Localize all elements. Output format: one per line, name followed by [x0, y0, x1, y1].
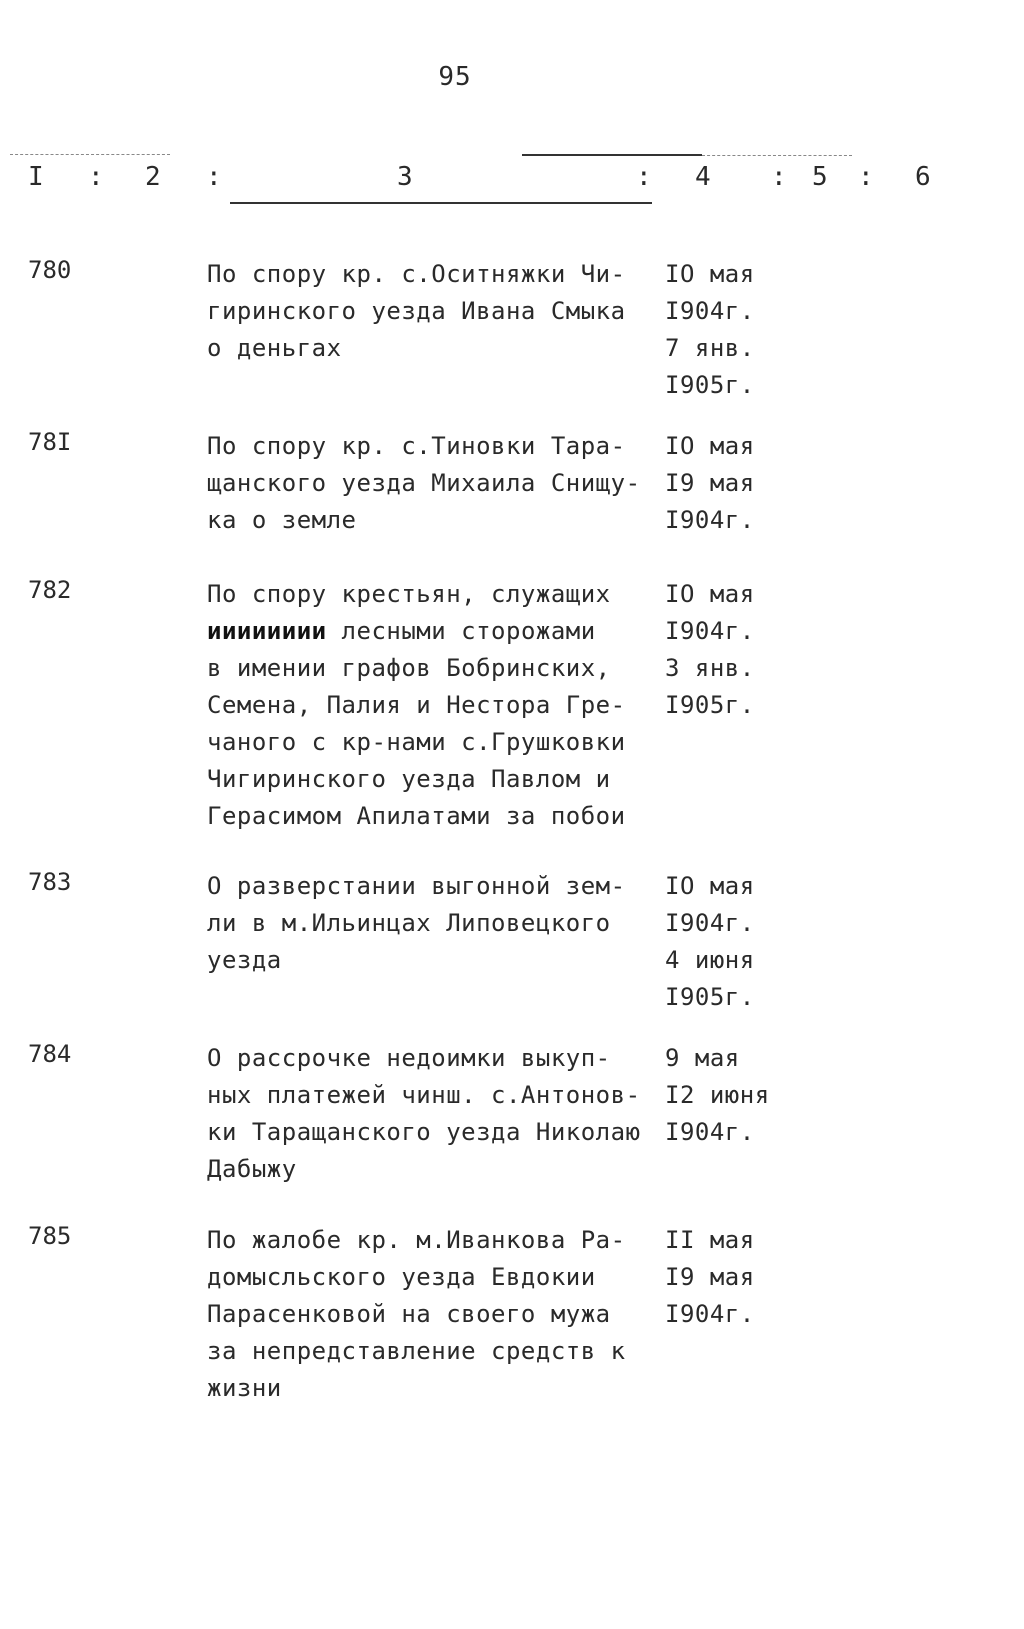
date-line: II мая [665, 1226, 755, 1254]
entry-description [207, 576, 657, 835]
date-line: I904г. [665, 506, 755, 534]
column-separator: : [858, 162, 874, 192]
entry-description [207, 868, 657, 979]
entry-number: 784 [28, 1040, 72, 1068]
description-line: О рассрочке недоимки выкуп- [207, 1044, 611, 1072]
date-line: 9 мая [665, 1044, 740, 1072]
description-line: щанского уезда Михаила Снищу- [207, 469, 641, 497]
entry-dates [665, 576, 805, 724]
page-number: 95 [438, 62, 472, 92]
column-header-3: 3 [397, 162, 413, 192]
description-line: ных платежей чинш. с.Антонов- [207, 1081, 641, 1109]
description-line: уезда [207, 946, 282, 974]
header-dash-left [10, 154, 170, 155]
description-line: ки Таращанского уезда Николаю [207, 1118, 641, 1146]
entry-number: 78I [28, 428, 72, 456]
description-line: о деньгах [207, 334, 342, 362]
entry-description [207, 1040, 657, 1188]
date-line: I2 июня [665, 1081, 770, 1109]
date-line: I9 мая [665, 469, 755, 497]
description-line: Семена, Палия и Нестора Гре- [207, 691, 626, 719]
description-line: По спору крестьян, служащих [207, 580, 611, 608]
date-line: 3 янв. [665, 654, 755, 682]
entry-number: 785 [28, 1222, 72, 1250]
description-line: домысльского уезда Евдокии [207, 1263, 596, 1291]
entry-dates [665, 428, 805, 539]
column-separator: : [771, 162, 787, 192]
date-line: I905г. [665, 983, 755, 1011]
column-header-5: 5 [812, 162, 828, 192]
date-line: 4 июня [665, 946, 755, 974]
entry-number: 783 [28, 868, 72, 896]
entry-description [207, 1222, 657, 1407]
description-line: По жалобе кр. м.Иванкова Ра- [207, 1226, 626, 1254]
description-line: По спору кр. с.Тиновки Тара- [207, 432, 626, 460]
entry-number: 780 [28, 256, 72, 284]
header-rule-top [522, 154, 702, 156]
description-line: Дабыжу [207, 1155, 297, 1183]
entry-dates [665, 1040, 805, 1151]
entry-dates [665, 1222, 805, 1333]
date-line: I904г. [665, 617, 755, 645]
column-header-2: 2 [145, 162, 161, 192]
description-line: жизни [207, 1374, 282, 1402]
description-line: Чигиринского уезда Павлом и [207, 765, 611, 793]
entry-number: 782 [28, 576, 72, 604]
description-line: Парасенковой на своего мужа [207, 1300, 611, 1328]
description-line: По спору кр. с.Оситняжки Чи- [207, 260, 626, 288]
overtyped-text: ииииииии [207, 617, 327, 645]
date-line: IO мая [665, 580, 755, 608]
description-line: О разверстании выгонной зем- [207, 872, 626, 900]
date-line: I9 мая [665, 1263, 755, 1291]
date-line: I905г. [665, 691, 755, 719]
description-line: ка о земле [207, 506, 357, 534]
date-line: IO мая [665, 872, 755, 900]
date-line: I904г. [665, 1118, 755, 1146]
date-line: I904г. [665, 297, 755, 325]
entry-description [207, 256, 657, 367]
header-dash-right [702, 155, 852, 156]
date-line: I905г. [665, 371, 755, 399]
header-rule-bottom [230, 202, 652, 204]
date-line: IO мая [665, 260, 755, 288]
date-line: I904г. [665, 1300, 755, 1328]
entry-description [207, 428, 657, 539]
entry-dates [665, 868, 805, 1016]
description-line: гиринского уезда Ивана Смыка [207, 297, 626, 325]
description-line: Герасимом Апилатами за побои [207, 802, 626, 830]
description-line: в имении графов Бобринских, [207, 654, 611, 682]
column-header-4: 4 [695, 162, 711, 192]
column-header-6: 6 [915, 162, 931, 192]
description-line [207, 613, 657, 650]
entry-dates [665, 256, 805, 404]
column-separator: : [206, 162, 222, 192]
column-header-1: I [28, 162, 44, 192]
date-line: I904г. [665, 909, 755, 937]
column-separator: : [636, 162, 652, 192]
date-line: IO мая [665, 432, 755, 460]
description-line: чаного с кр-нами с.Грушковки [207, 728, 626, 756]
description-line-rest: лесными сторожами [341, 617, 596, 645]
date-line: 7 янв. [665, 334, 755, 362]
column-separator: : [88, 162, 104, 192]
description-line: ли в м.Ильинцах Липовецкого [207, 909, 611, 937]
description-line: за непредставление средств к [207, 1337, 626, 1365]
